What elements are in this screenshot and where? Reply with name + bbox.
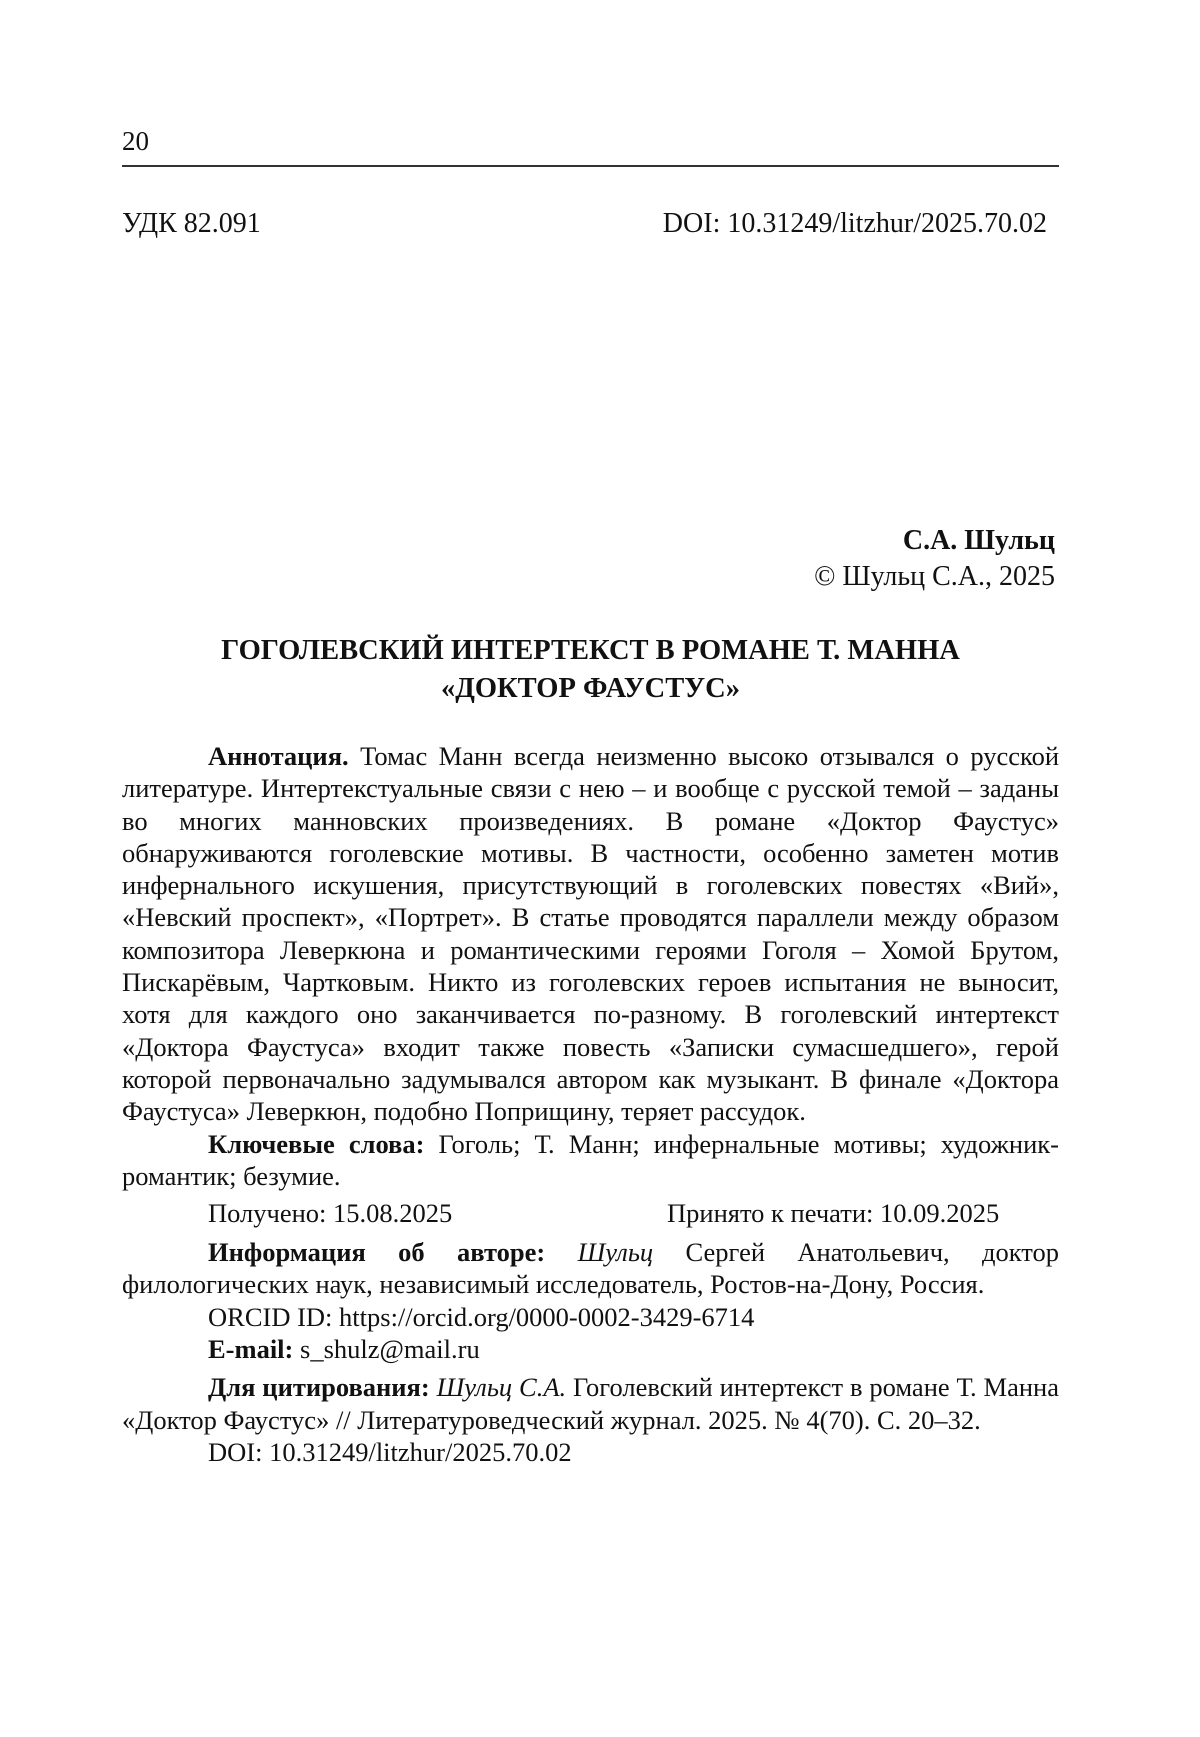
citation-doi: DOI: 10.31249/litzhur/2025.70.02: [208, 1436, 572, 1467]
author-info-text: Сергей Анатольевич, доктор филологических наук, независимый исследователь, Ростов-на-Дону, Россия.: [122, 1237, 1060, 1300]
header-rule: [122, 165, 1059, 167]
abstract: [122, 740, 1059, 1128]
citation-author: Шульц С.А.: [436, 1372, 567, 1403]
abstract-label: Аннотация.: [208, 741, 349, 771]
author-info-surname: Шульц: [577, 1237, 654, 1268]
keywords: [122, 1128, 1059, 1193]
keywords-label: Ключевые слова:: [208, 1128, 425, 1159]
email-address: s_shulz@mail.ru: [300, 1334, 480, 1365]
keywords-text: Гоголь; Т. Манн; инфернальные мотивы; художник-романтик; безумие.: [122, 1128, 1059, 1191]
citation: [122, 1371, 1059, 1436]
email-line: [122, 1333, 1059, 1365]
author-info-label: Информация об авторе:: [208, 1237, 546, 1268]
citation-text: Гоголевский интертекст в романе Т. Манна «Доктор Фаустус» // Литературоведческий журнал. 2025. № 4(70). С. 20–32.: [122, 1372, 1059, 1435]
orcid-line: ORCID ID: https://orcid.org/0000-0002-3429-6714: [208, 1301, 755, 1332]
doi-header: DOI: 10.31249/litzhur/2025.70.02: [662, 208, 1047, 239]
author-info: [122, 1236, 1059, 1301]
title-line-1: ГОГОЛЕВСКИЙ ИНТЕРТЕКСТ В РОМАНЕ Т. МАННА: [221, 635, 960, 666]
author-name: С.А. Шульц: [902, 525, 1055, 556]
accepted-date: Принято к печати: 10.09.2025: [667, 1198, 1000, 1229]
abstract-text: Томас Манн всегда неизменно высоко отзывался о русской литературе. Интертекстуальные связи с нею – и вообще с русской темой – заданы во многих манновских произведениях. В романе «Доктор Фаустус» обнаруживаются гоголевские мотивы. В частности, особенно заметен мотив инфернального искушения, присутствующий в гоголевских повестях «Вий», «Невский проспект», «Портрет». В статье проводятся параллели между образом композитора Леверкюна и романтическими героями Гоголя – Хомой Брутом, Пискарёвым, Чартковым. Никто из гоголевских героев испытания не выносит, хотя для каждого оно заканчивается по-разному. В гоголевский интертекст «Доктора Фаустуса» входит также повесть «Записки сумасшедшего», герой которой первоначально задумывался автором как музыкант. В финале «Доктора Фаустуса» Леверкюн, подобно Поприщину, теряет рассудок.: [122, 741, 1059, 1127]
udk-code: УДК 82.091: [122, 208, 261, 239]
citation-label: Для цитирования:: [208, 1372, 430, 1403]
page-number: 20: [122, 126, 149, 156]
dates-row: [122, 1197, 1059, 1230]
article-meta: [122, 740, 1059, 1468]
title-line-2: «ДОКТОР ФАУСТУС»: [440, 673, 741, 704]
article-title: [122, 632, 1059, 708]
email-label: E-mail:: [208, 1334, 294, 1365]
received-date: Получено: 15.08.2025: [208, 1198, 453, 1229]
copyright-line: © Шульц С.А., 2025: [814, 561, 1055, 592]
